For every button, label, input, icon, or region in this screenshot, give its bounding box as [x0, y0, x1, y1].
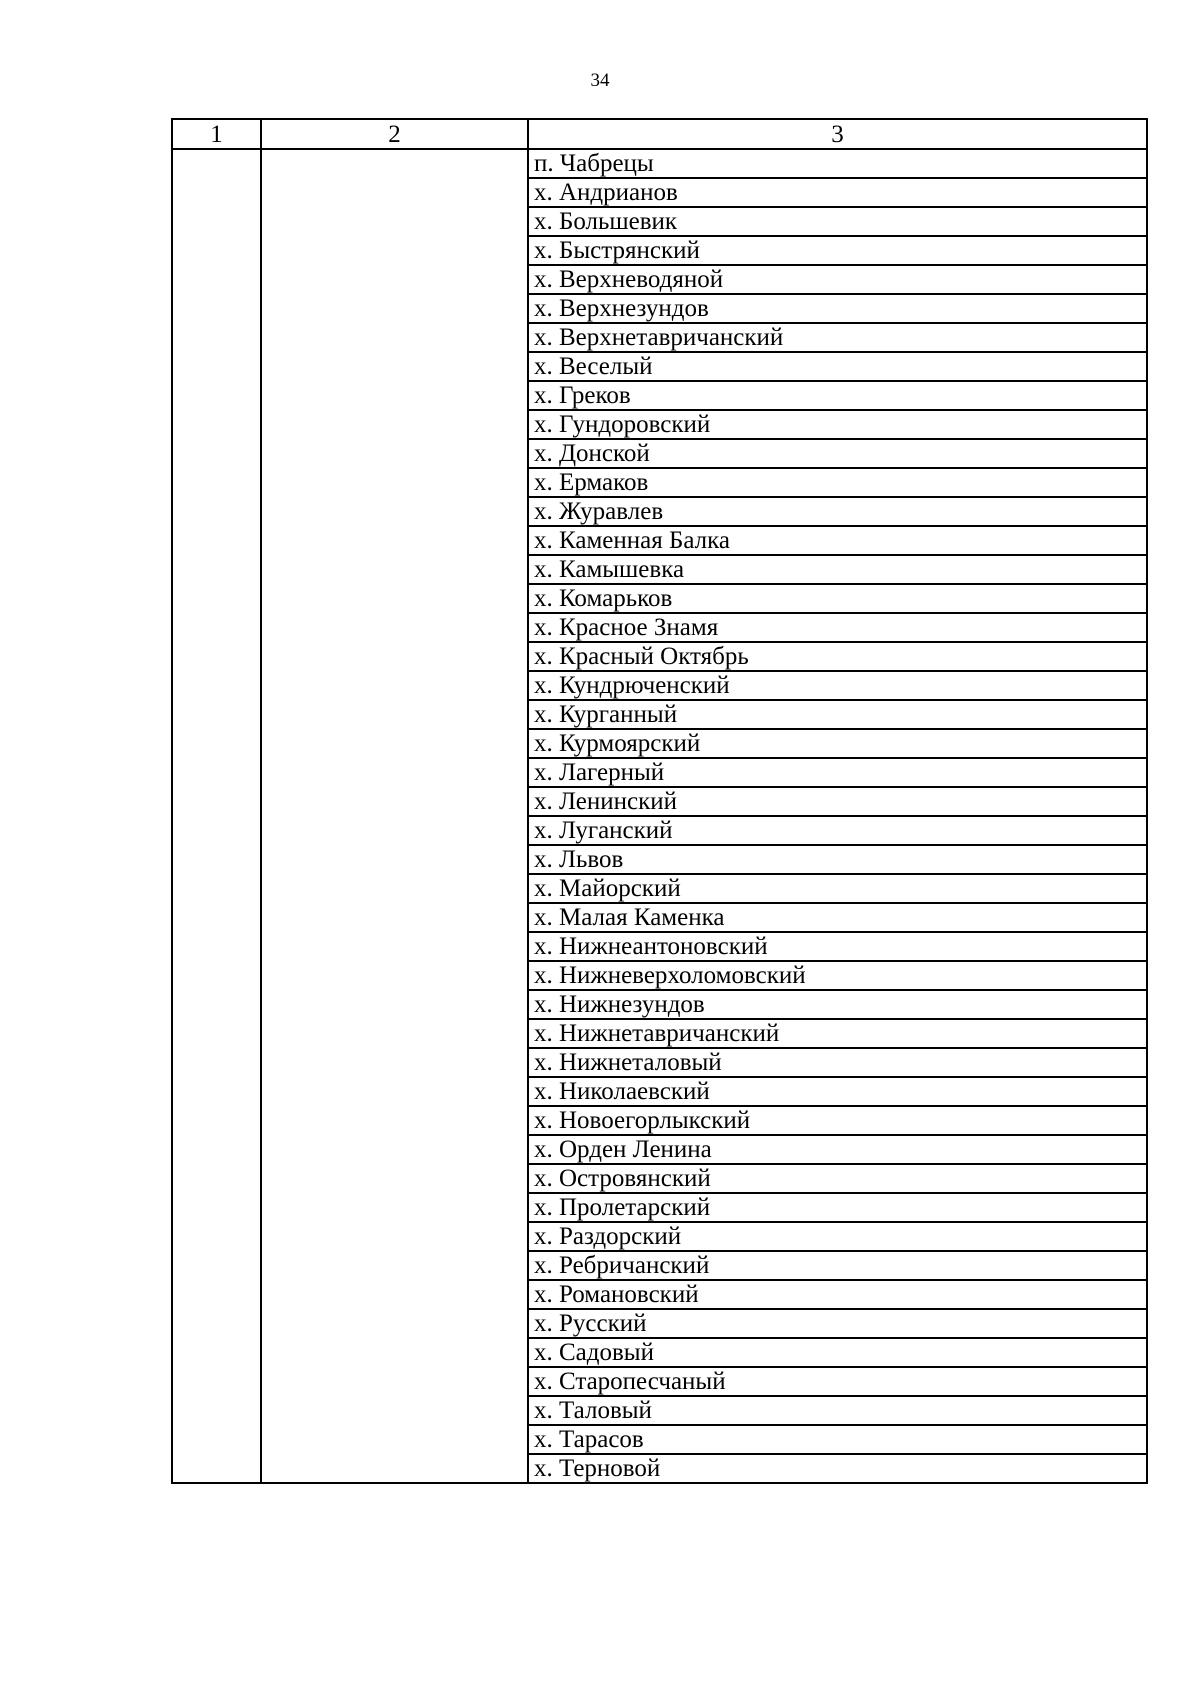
settlement-name: х. Ленинский: [528, 787, 1147, 816]
header-row: [172, 119, 1147, 149]
settlement-name: х. Нижнезундов: [528, 990, 1147, 1019]
settlement-name: х. Островянский: [528, 1164, 1147, 1193]
settlement-name: х. Нижнетавричанский: [528, 1019, 1147, 1048]
settlement-name: х. Нижнеталовый: [528, 1048, 1147, 1077]
settlement-name: х. Майорский: [528, 874, 1147, 903]
settlement-name: х. Верхнетавричанский: [528, 323, 1147, 352]
settlement-name: х. Ермаков: [528, 468, 1147, 497]
settlement-name: х. Орден Ленина: [528, 1135, 1147, 1164]
settlement-name: х. Камышевка: [528, 555, 1147, 584]
table-body: [172, 149, 1147, 1483]
col-1-cell: [172, 149, 261, 1483]
settlement-name: х. Комарьков: [528, 584, 1147, 613]
settlement-name: х. Романовский: [528, 1280, 1147, 1309]
settlement-name: х. Лагерный: [528, 758, 1147, 787]
settlement-name: х. Садовый: [528, 1338, 1147, 1367]
header-col-3: 3: [528, 119, 1147, 149]
settlement-name: х. Нижнеантоновский: [528, 932, 1147, 961]
settlement-name: х. Львов: [528, 845, 1147, 874]
settlement-name: х. Пролетарский: [528, 1193, 1147, 1222]
settlement-name: х. Красный Октябрь: [528, 642, 1147, 671]
settlement-name: х. Таловый: [528, 1396, 1147, 1425]
settlement-name: х. Донской: [528, 439, 1147, 468]
settlement-name: х. Андрианов: [528, 178, 1147, 207]
settlements-table: [171, 118, 1148, 1484]
settlement-name: х. Верхнезундов: [528, 294, 1147, 323]
settlement-name: х. Русский: [528, 1309, 1147, 1338]
col-2-cell: [261, 149, 528, 1483]
settlement-name: х. Быстрянский: [528, 236, 1147, 265]
settlement-name: х. Красное Знамя: [528, 613, 1147, 642]
settlement-name: х. Греков: [528, 381, 1147, 410]
settlement-name: х. Каменная Балка: [528, 526, 1147, 555]
settlement-name: х. Курганный: [528, 700, 1147, 729]
settlement-name: х. Нижневерхоломовский: [528, 961, 1147, 990]
settlement-name: х. Новоегорлыкский: [528, 1106, 1147, 1135]
table-row: [172, 149, 1147, 178]
header-col-2: 2: [261, 119, 528, 149]
settlement-name: х. Малая Каменка: [528, 903, 1147, 932]
settlement-name: х. Курмоярский: [528, 729, 1147, 758]
header-col-1: 1: [172, 119, 261, 149]
settlement-name: п. Чабрецы: [528, 149, 1147, 178]
settlement-name: х. Терновой: [528, 1454, 1147, 1483]
page-number: 34: [590, 70, 610, 91]
settlement-name: х. Веселый: [528, 352, 1147, 381]
table-header: [172, 119, 1147, 149]
settlement-name: х. Старопесчаный: [528, 1367, 1147, 1396]
settlement-name: х. Верхневодяной: [528, 265, 1147, 294]
settlement-name: х. Николаевский: [528, 1077, 1147, 1106]
settlement-name: х. Большевик: [528, 207, 1147, 236]
settlement-name: х. Кундрюченский: [528, 671, 1147, 700]
settlement-name: х. Гундоровский: [528, 410, 1147, 439]
settlement-name: х. Ребричанский: [528, 1251, 1147, 1280]
settlement-name: х. Журавлев: [528, 497, 1147, 526]
settlement-name: х. Луганский: [528, 816, 1147, 845]
settlement-name: х. Тарасов: [528, 1425, 1147, 1454]
settlement-name: х. Раздорский: [528, 1222, 1147, 1251]
